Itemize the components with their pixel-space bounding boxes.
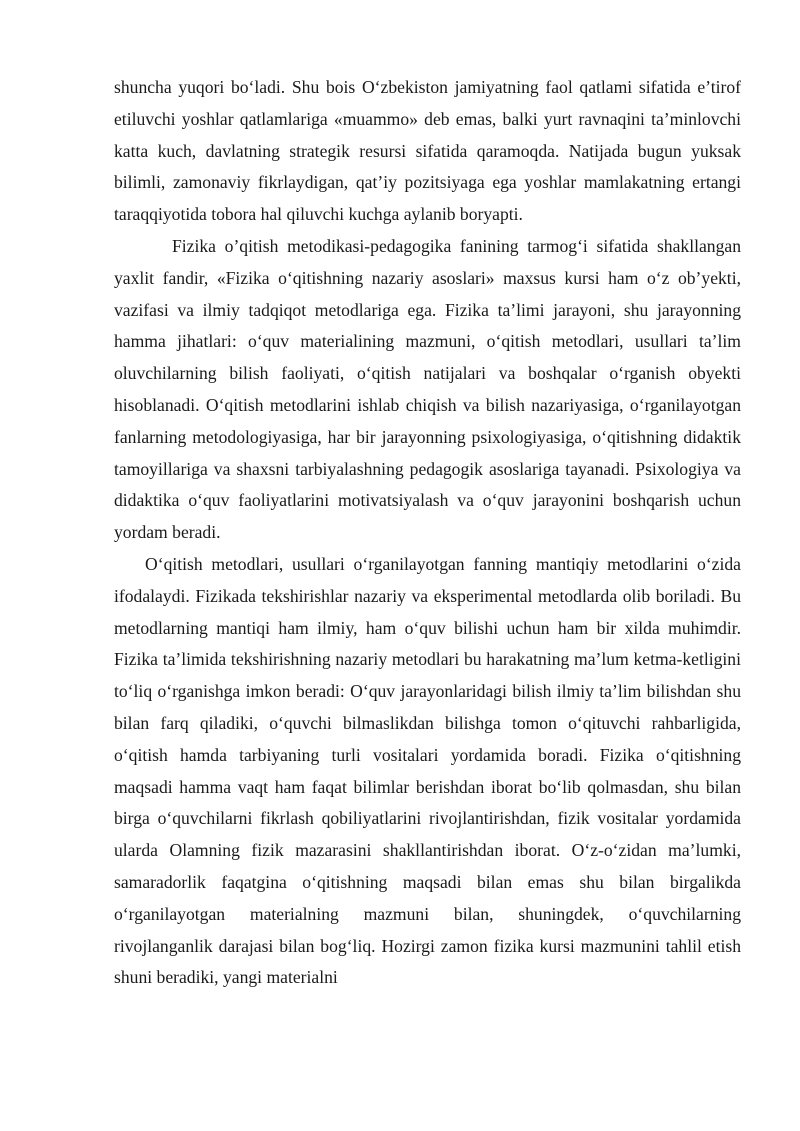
document-page [114, 72, 741, 994]
paragraph-methodology: Fizika o’qitish metodikasi-pedagogika fanining tarmog‘i sifatida shakllangan yaxlit fandir, «Fizika o‘qitishning nazariy asoslari» maxsus kursi ham o‘z ob’yekti, vazifasi va ilmiy tadqiqot metodlariga ega. Fizika ta’limi jarayoni, shu jarayonning hamma jihatlari: o‘quv materialining mazmuni, o‘qitish metodlari, usullari ta’lim oluvchilarning bilish faoliyati, o‘qitish natijalari va boshqalar o‘rganish obyekti hisoblanadi. O‘qitish metodlarini ishlab chiqish va bilish nazariyasiga, o‘rganilayotgan fanlarning metodologiyasiga, har bir jarayonning psixologiyasiga, o‘qitishning didaktik tamoyillariga va shaxsni tarbiyalashning pedagogik asoslariga tayanadi. Psixologiya va didaktika o‘quv faoliyatlarini motivatsiyalash va o‘quv jarayonini boshqarish uchun yordam beradi. [114, 235, 741, 543]
paragraph-continuation: shuncha yuqori bo‘ladi. Shu bois O‘zbekiston jamiyatning faol qatlami sifatida e’tirof etiluvchi yoshlar qatlamlariga «muammo» deb emas, balki yurt ravnaqini ta’minlovchi katta kuch, davlatning strategik resursi sifatida qaramoqda. Natijada bugun yuksak bilimli, zamonaviy fikrlaydigan, qat’iy pozitsiyaga ega yoshlar mamlakatning ertangi taraqqiyotida tobora hal qiluvchi kuchga aylanib boryapti. [114, 77, 741, 225]
paragraph-teaching-methods: O‘qitish metodlari, usullari o‘rganilayotgan fanning mantiqiy metodlarini o‘zida ifodalaydi. Fizikada tekshirishlar nazariy va eksperimental metodlarda olib boriladi. Bu metodlarning mantiqi ham ilmiy, ham o‘quv bilishi uchun ham bir xilda muhimdir. Fizika ta’limida tekshirishning nazariy metodlari bu harakatning ma’lum ketma-ketligini to‘liq o‘rganishga imkon beradi: O‘quv jarayonlaridagi bilish ilmiy ta’lim bilishdan shu bilan farq qiladiki, o‘quvchi bilmaslikdan bilishga tomon o‘qituvchi rahbarligida, o‘qitish hamda tarbiyaning turli vositalari yordamida boradi. Fizika o‘qitishning maqsadi hamma vaqt ham faqat bilimlar berishdan iborat bo‘lib qolmasdan, shu bilan birga o‘quvchilarni fikrlash qobiliyatlarini rivojlantirishdan, fizik vositalar yordamida ularda Olamning fizik mazarasini shakllantirishdan iborat. O‘z-o‘zidan ma’lumki, samaradorlik faqatgina o‘qitishning maqsadi bilan emas shu bilan birgalikda o‘rganilayotgan materialning mazmuni bilan, shuningdek, o‘quvchilarning rivojlanganlik darajasi bilan bog‘liq. Hozirgi zamon fizika kursi mazmunini tahlil etish shuni beradiki, yangi materialni [114, 553, 741, 988]
